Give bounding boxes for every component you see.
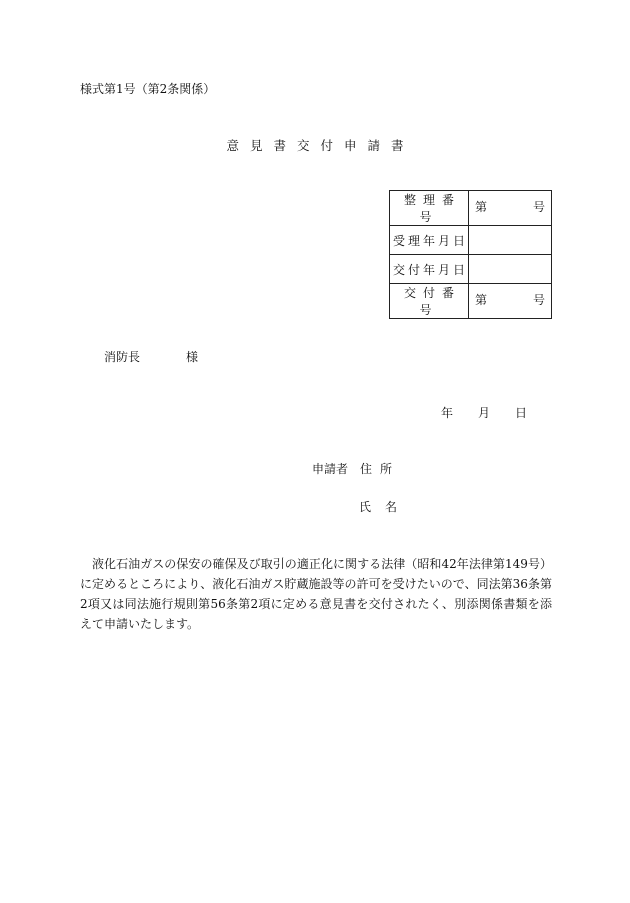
table-label-cell: 交付番号 bbox=[390, 284, 469, 319]
table-value-cell bbox=[469, 255, 552, 284]
registration-table bbox=[389, 190, 552, 319]
addressee bbox=[104, 348, 198, 365]
date-day-label: 日 bbox=[515, 406, 528, 420]
table-row bbox=[390, 226, 552, 255]
address-label: 住所 bbox=[360, 462, 401, 476]
table-row bbox=[390, 284, 552, 319]
date-line bbox=[441, 404, 527, 421]
name-label: 氏名 bbox=[359, 500, 412, 514]
applicant-address-line bbox=[312, 460, 400, 477]
applicant-label: 申請者 bbox=[312, 462, 349, 476]
date-year-label: 年 bbox=[441, 406, 454, 420]
date-month-label: 月 bbox=[478, 406, 491, 420]
table-value-cell bbox=[469, 226, 552, 255]
number-suffix: 号 bbox=[532, 200, 545, 214]
table-label-cell: 整理番号 bbox=[390, 191, 469, 226]
number-prefix: 第 bbox=[475, 200, 488, 214]
table-value-cell bbox=[469, 191, 552, 226]
table-row bbox=[390, 255, 552, 284]
form-number: 様式第1号（第2条関係） bbox=[80, 82, 216, 96]
number-suffix: 号 bbox=[532, 293, 545, 307]
table-value-cell bbox=[469, 284, 552, 319]
table-label-cell: 受理年月日 bbox=[390, 226, 469, 255]
number-prefix: 第 bbox=[475, 293, 488, 307]
document-title: 意見書交付申請書 bbox=[226, 138, 415, 153]
table-label-cell: 交付年月日 bbox=[390, 255, 469, 284]
table-row bbox=[390, 191, 552, 226]
application-statement: 液化石油ガスの保安の確保及び取引の適正化に関する法律（昭和42年法律第149号）に定めるところにより、液化石油ガス貯蔵施設等の許可を受けたいので、同法第36条第2項又は同法施行規則第56条第2項に定める意見書を交付されたく、別添関係書類を添えて申請いたします。 bbox=[80, 557, 552, 631]
addressee-title: 消防長 bbox=[104, 350, 141, 364]
addressee-honorific: 様 bbox=[186, 350, 199, 364]
